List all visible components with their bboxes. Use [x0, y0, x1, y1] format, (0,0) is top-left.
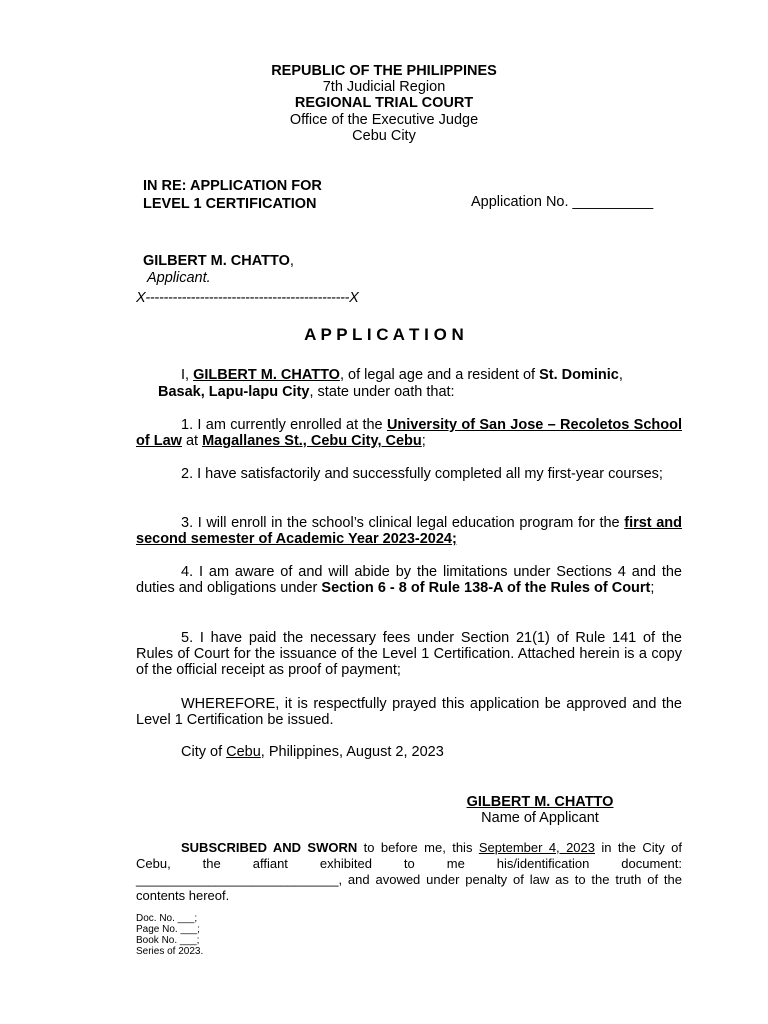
intro-text: , of legal age and a resident of [339, 367, 540, 383]
item-text: at [181, 433, 203, 449]
jurat-text: in the City of Cebu, the affiant exhibited to me his/identification document: [136, 840, 682, 871]
applicant-role: Applicant. [147, 270, 211, 286]
school-address: Magallanes St., Cebu City, Cebu [202, 433, 422, 449]
intro-text: state under oath that: [313, 384, 455, 400]
in-re-line-2: LEVEL 1 CERTIFICATION [143, 196, 317, 212]
intro-text: I, [181, 367, 194, 383]
jurat-text: , and avowed under penalty of law as to the truth of the contents hereof. [136, 872, 682, 903]
item-3 [136, 515, 682, 547]
page-number: Page No. ___; [136, 924, 200, 935]
wherefore-text: WHEREFORE, it is respectfully prayed this application be approved and the Level 1 Certification be issued. [136, 696, 682, 728]
item-text: 3. I will enroll in the school’s clinical legal education program for the [181, 515, 625, 531]
school-name: University of San Jose – Recoletos School of Law [136, 417, 682, 449]
signatory-name: GILBERT M. CHATTO [466, 794, 614, 810]
header-republic: REPUBLIC OF THE PHILIPPINES [271, 63, 497, 79]
wherefore-clause [136, 696, 682, 728]
semester-period: first and second semester of Academic Year 2023-2024; [136, 515, 683, 547]
intro-line-2 [158, 384, 455, 400]
doc-number: Doc. No. ___; [136, 913, 198, 924]
header-office: Office of the Executive Judge [289, 112, 479, 128]
jurat [136, 840, 682, 904]
intro-line-1 [181, 367, 623, 383]
item-5 [136, 630, 682, 678]
item-4 [136, 564, 682, 596]
applicant-comma: , [289, 253, 294, 269]
rule-reference: Section 6 - 8 of Rule 138-A of the Rules of Court [321, 580, 651, 596]
header-city: Cebu City [352, 128, 416, 144]
id-document-blank: ____________________________ [136, 872, 339, 887]
intro-address-2: Basak, Lapu-lapu City [158, 384, 310, 400]
place-date [181, 744, 444, 760]
jurat-text: to before me, this [357, 840, 479, 855]
header-judicial-region: 7th Judicial Region [322, 79, 446, 95]
book-number: Book No. ___; [136, 935, 200, 946]
intro-name: GILBERT M. CHATTO [193, 367, 340, 383]
place-date-text: , Philippines, August 2, 2023 [260, 744, 444, 760]
item-text: 5. I have paid the necessary fees under Section 21(1) of Rule 141 of the Rules of Court for the issuance of the Level 1 Certification. Attached herein is a copy of the official receipt as proof of payment; [136, 630, 682, 678]
item-2 [136, 466, 682, 482]
intro-text: , [309, 384, 314, 400]
jurat-date: September 4, 2023 [478, 840, 595, 855]
jurat-heading: SUBSCRIBED AND SWORN [181, 840, 358, 855]
document-title: A P P L I C A T I O N [304, 325, 464, 344]
item-text: 2. I have satisfactorily and successfully completed all my first-year courses; [181, 466, 663, 482]
place-date-text: City of [181, 744, 227, 760]
item-text: 1. I am currently enrolled at the [181, 417, 387, 433]
applicant-line [143, 253, 294, 269]
caption-separator: X---------------------------------------------X [136, 290, 359, 306]
signatory-label: Name of Applicant [481, 810, 599, 826]
item-text: ; [421, 433, 426, 449]
applicant-name: GILBERT M. CHATTO [143, 253, 290, 269]
item-1 [136, 417, 682, 449]
in-re-line-1: IN RE: APPLICATION FOR [143, 178, 322, 194]
item-text: 4. I am aware of and will abide by the limitations under Sections 4 and the duties and obligations under [136, 564, 682, 596]
intro-text: , [618, 367, 623, 383]
series-year: Series of 2023. [136, 946, 204, 957]
header-court: REGIONAL TRIAL COURT [294, 95, 474, 111]
intro-address-1: St. Dominic [539, 367, 619, 383]
item-text: ; [650, 580, 655, 596]
place-city: Cebu [226, 744, 261, 760]
application-number: Application No. __________ [471, 194, 654, 210]
